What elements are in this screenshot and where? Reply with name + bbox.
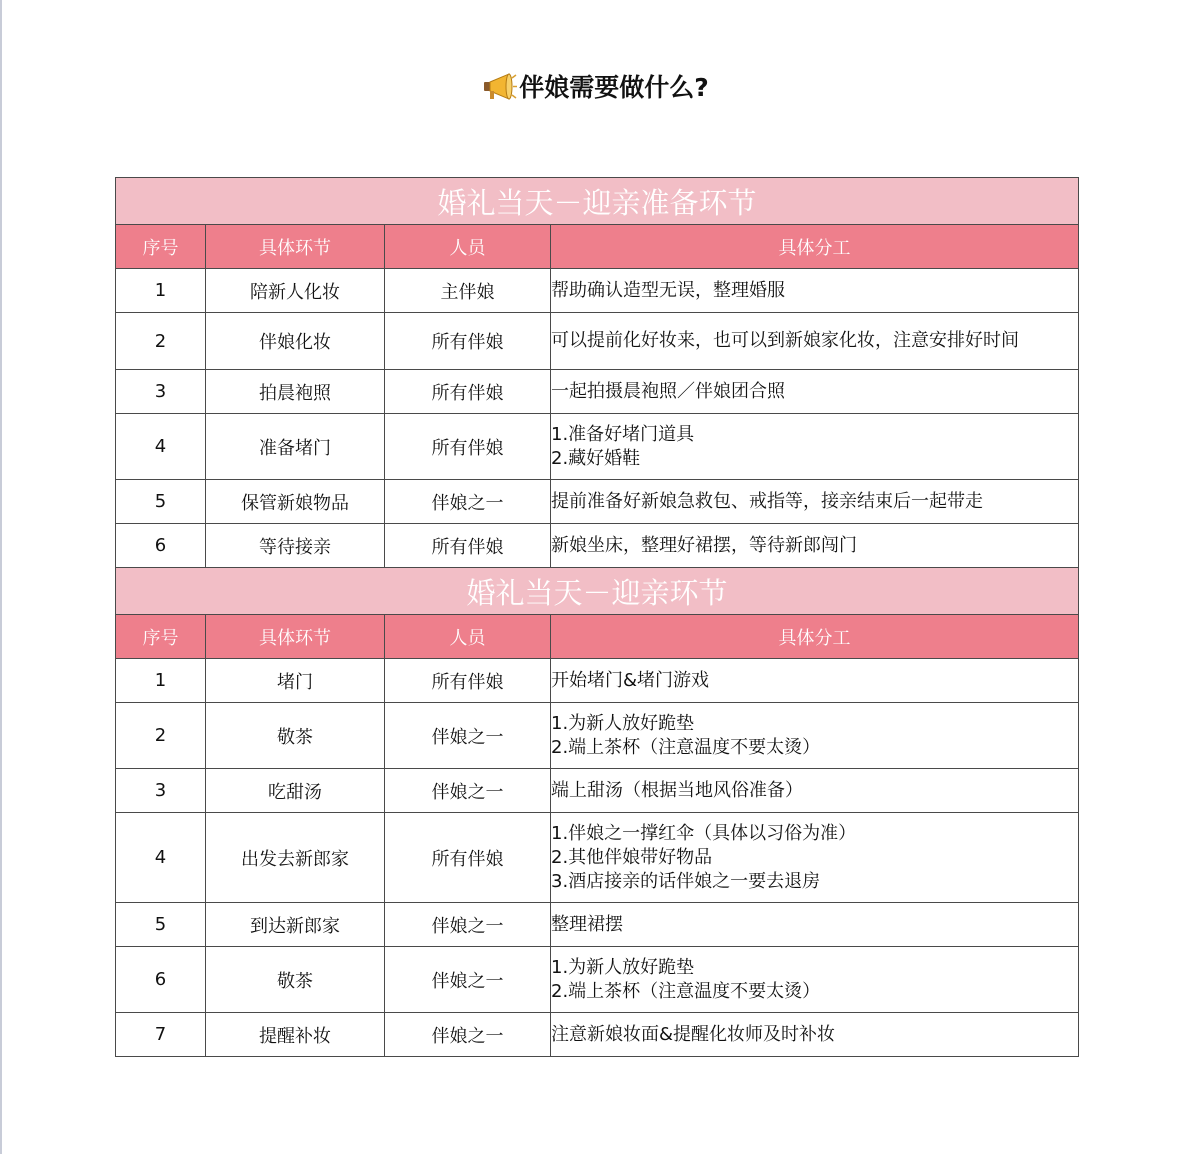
row-person-cell: 伴娘之一 <box>385 903 551 947</box>
row-number-cell: 1 <box>116 659 206 703</box>
row-number-cell: 1 <box>116 269 206 313</box>
page-left-edge <box>0 0 2 1154</box>
col-header-number: 序号 <box>116 615 206 659</box>
row-number-cell: 4 <box>116 414 206 480</box>
table-row <box>116 659 1079 703</box>
task-line: 2.藏好婚鞋 <box>551 447 641 469</box>
page-title-text: 伴娘需要做什么? <box>519 73 709 102</box>
table-row <box>116 370 1079 414</box>
section-heading: 婚礼当天－迎亲环节 <box>116 568 1079 615</box>
section-heading-row <box>116 568 1079 615</box>
row-task-cell <box>551 370 1079 414</box>
table-row <box>116 903 1079 947</box>
row-person-cell: 所有伴娘 <box>385 313 551 370</box>
row-step-cell: 提醒补妆 <box>206 1013 385 1057</box>
col-header-person: 人员 <box>385 615 551 659</box>
task-line: 1.为新人放好跪垫 <box>551 956 695 978</box>
row-number-cell: 5 <box>116 480 206 524</box>
row-task-cell <box>551 769 1079 813</box>
row-step-cell: 陪新人化妆 <box>206 269 385 313</box>
row-person-cell: 伴娘之一 <box>385 703 551 769</box>
col-header-task: 具体分工 <box>551 225 1079 269</box>
table-row <box>116 480 1079 524</box>
row-number-cell: 2 <box>116 703 206 769</box>
section-heading-row <box>116 178 1079 225</box>
row-number-cell: 3 <box>116 370 206 414</box>
row-task-cell <box>551 269 1079 313</box>
task-line: 1.伴娘之一撑红伞（具体以习俗为准） <box>551 822 857 844</box>
row-person-cell: 所有伴娘 <box>385 414 551 480</box>
task-line: 帮助确认造型无误，整理婚服 <box>551 279 785 301</box>
table-row <box>116 414 1079 480</box>
megaphone-icon <box>481 72 517 102</box>
task-line: 2.其他伴娘带好物品 <box>551 846 713 868</box>
row-step-cell: 堵门 <box>206 659 385 703</box>
col-header-task: 具体分工 <box>551 615 1079 659</box>
col-header-step: 具体环节 <box>206 615 385 659</box>
table-row <box>116 1013 1079 1057</box>
task-line: 1.为新人放好跪垫 <box>551 712 695 734</box>
row-number-cell: 6 <box>116 524 206 568</box>
row-person-cell: 主伴娘 <box>385 269 551 313</box>
table-row <box>116 703 1079 769</box>
row-number-cell: 5 <box>116 903 206 947</box>
row-number-cell: 6 <box>116 947 206 1013</box>
row-task-cell <box>551 659 1079 703</box>
task-line: 端上甜汤（根据当地风俗准备） <box>551 779 803 801</box>
col-header-person: 人员 <box>385 225 551 269</box>
column-header-row <box>116 225 1079 269</box>
task-line: 新娘坐床，整理好裙摆，等待新郎闯门 <box>551 534 857 556</box>
row-step-cell: 到达新郎家 <box>206 903 385 947</box>
table-row <box>116 769 1079 813</box>
col-header-number: 序号 <box>116 225 206 269</box>
row-number-cell: 7 <box>116 1013 206 1057</box>
row-number-cell: 3 <box>116 769 206 813</box>
row-task-cell <box>551 480 1079 524</box>
row-person-cell: 所有伴娘 <box>385 813 551 903</box>
row-person-cell: 所有伴娘 <box>385 370 551 414</box>
table-row <box>116 813 1079 903</box>
task-line: 1.准备好堵门道具 <box>551 423 695 445</box>
row-person-cell: 伴娘之一 <box>385 947 551 1013</box>
row-task-cell <box>551 524 1079 568</box>
task-line: 整理裙摆 <box>551 913 623 935</box>
row-task-cell <box>551 313 1079 370</box>
task-line: 一起拍摄晨袍照／伴娘团合照 <box>551 380 785 402</box>
row-task-cell <box>551 903 1079 947</box>
row-person-cell: 伴娘之一 <box>385 1013 551 1057</box>
row-person-cell: 伴娘之一 <box>385 480 551 524</box>
row-person-cell: 伴娘之一 <box>385 769 551 813</box>
row-task-cell <box>551 947 1079 1013</box>
row-number-cell: 4 <box>116 813 206 903</box>
task-line: 2.端上茶杯（注意温度不要太烫） <box>551 980 821 1002</box>
row-task-cell <box>551 703 1079 769</box>
col-header-step: 具体环节 <box>206 225 385 269</box>
row-step-cell: 出发去新郎家 <box>206 813 385 903</box>
task-line: 开始堵门&堵门游戏 <box>551 669 710 691</box>
table-row <box>116 269 1079 313</box>
table-row <box>116 947 1079 1013</box>
row-task-cell <box>551 813 1079 903</box>
page-title <box>0 68 1190 108</box>
row-step-cell: 等待接亲 <box>206 524 385 568</box>
task-line: 2.端上茶杯（注意温度不要太烫） <box>551 736 821 758</box>
bridesmaid-duty-table <box>115 177 1079 1057</box>
task-line: 3.酒店接亲的话伴娘之一要去退房 <box>551 870 821 892</box>
row-step-cell: 敬茶 <box>206 947 385 1013</box>
row-task-cell <box>551 414 1079 480</box>
row-person-cell: 所有伴娘 <box>385 524 551 568</box>
row-task-cell <box>551 1013 1079 1057</box>
column-header-row <box>116 615 1079 659</box>
table-row <box>116 524 1079 568</box>
row-step-cell: 敬茶 <box>206 703 385 769</box>
row-step-cell: 保管新娘物品 <box>206 480 385 524</box>
row-step-cell: 吃甜汤 <box>206 769 385 813</box>
task-line: 提前准备好新娘急救包、戒指等，接亲结束后一起带走 <box>551 490 983 512</box>
table-row <box>116 313 1079 370</box>
section-heading: 婚礼当天－迎亲准备环节 <box>116 178 1079 225</box>
task-line: 注意新娘妆面&提醒化妆师及时补妆 <box>551 1023 836 1045</box>
table-body <box>116 178 1079 1057</box>
row-number-cell: 2 <box>116 313 206 370</box>
task-line: 可以提前化好妆来，也可以到新娘家化妆，注意安排好时间 <box>551 330 1019 351</box>
row-step-cell: 准备堵门 <box>206 414 385 480</box>
row-step-cell: 拍晨袍照 <box>206 370 385 414</box>
row-step-cell: 伴娘化妆 <box>206 313 385 370</box>
row-person-cell: 所有伴娘 <box>385 659 551 703</box>
